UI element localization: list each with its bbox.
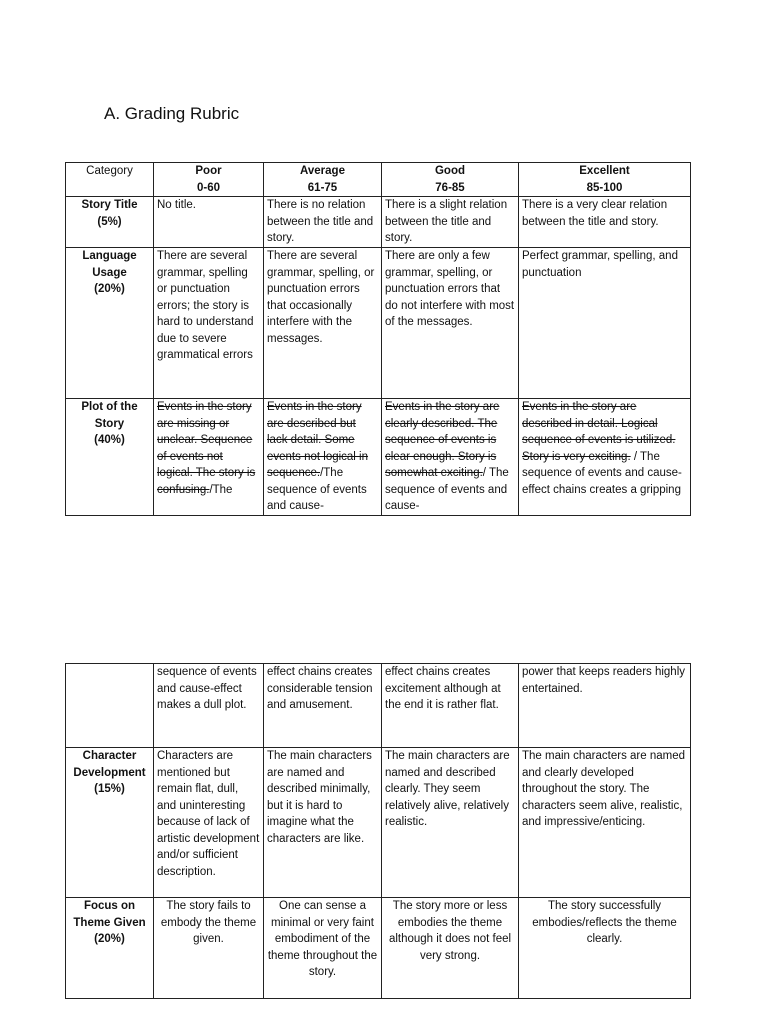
category-line: Focus on	[83, 900, 136, 912]
revision-text: / The sequence of events and cause-	[385, 467, 509, 512]
category-cell	[66, 664, 154, 748]
poor-cell: sequence of events and cause-effect makes a dull plot.	[154, 664, 264, 748]
category-line: Character	[82, 750, 137, 762]
header-row	[66, 163, 691, 197]
good-cell: effect chains creates excitement although at the end it is rather flat.	[382, 664, 519, 748]
header-poor-range: 0-60	[196, 181, 221, 194]
header-poor	[154, 163, 264, 197]
header-excellent	[519, 163, 691, 197]
average-cell: There is no relation between the title and story.	[264, 197, 382, 248]
header-poor-label: Poor	[195, 165, 222, 177]
header-excellent-range: 85-100	[586, 181, 623, 194]
excellent-cell: The story successfully embodies/reflects the theme clearly.	[519, 898, 691, 999]
average-cell: The main characters are named and described minimally, but it is hard to imagine what the characters are like.	[264, 748, 382, 898]
header-good-label: Good	[434, 165, 466, 177]
header-excellent-label: Excellent	[579, 165, 630, 177]
average-cell: effect chains creates considerable tension and amusement.	[264, 664, 382, 748]
table-row	[66, 748, 691, 898]
excellent-cell: power that keeps readers highly entertained.	[519, 664, 691, 748]
excellent-cell: The main characters are named and clearly developed throughout the story. The characters seem alive, realistic, and impressive/enticing.	[519, 748, 691, 898]
category-cell	[66, 399, 154, 516]
excellent-cell: Perfect grammar, spelling, and punctuation	[519, 248, 691, 399]
rubric-table-part-2	[65, 663, 691, 999]
table-row	[66, 664, 691, 748]
category-line: Theme Given	[73, 916, 146, 929]
category-cell	[66, 197, 154, 248]
excellent-cell: There is a very clear relation between the title and story.	[519, 197, 691, 248]
category-line: (15%)	[94, 783, 125, 795]
category-cell	[66, 748, 154, 898]
category-cell	[66, 898, 154, 999]
average-cell: One can sense a minimal or very faint embodiment of the theme throughout the story.	[264, 898, 382, 999]
category-line: (20%)	[94, 283, 125, 295]
good-cell: The story more or less embodies the theme although it does not feel very strong.	[382, 898, 519, 999]
header-average-range: 61-75	[307, 181, 338, 194]
header-average-label: Average	[300, 165, 345, 177]
rubric-table-part-1	[65, 162, 691, 516]
good-cell: There is a slight relation between the title and story.	[382, 197, 519, 248]
category-line: Usage	[92, 266, 127, 279]
category-line: Story Title	[81, 199, 138, 211]
good-cell: There are only a few grammar, spelling, or punctuation errors that do not interfere with most of the messages.	[382, 248, 519, 399]
poor-cell	[154, 399, 264, 516]
header-category-label: Category	[86, 165, 133, 177]
category-line: (40%)	[94, 434, 125, 446]
page-title: A. Grading Rubric	[104, 104, 240, 123]
table-row	[66, 399, 691, 516]
struck-text: Events in the story are missing or unclear. Sequence of events not logical. The story is confusing.	[157, 401, 256, 496]
table-row	[66, 898, 691, 999]
header-good-range: 76-85	[435, 181, 465, 194]
revision-text: / The sequence of events and cause-effect chains creates a gripping	[522, 450, 682, 496]
category-line: Story	[94, 417, 125, 430]
poor-cell: No title.	[154, 197, 264, 248]
category-line: Language	[82, 250, 137, 262]
poor-cell: Characters are mentioned but remain flat, dull, and uninteresting because of lack of artistic development and/or sufficient description.	[154, 748, 264, 898]
good-cell: The main characters are named and described clearly. They seem relatively alive, relatively realistic.	[382, 748, 519, 898]
table-row	[66, 248, 691, 399]
average-cell	[264, 399, 382, 516]
poor-cell: There are several grammar, spelling or punctuation errors; the story is hard to understand due to severe grammatical errors	[154, 248, 264, 399]
category-line: (5%)	[97, 215, 122, 228]
struck-text: Events in the story are described in detail. Logical sequence of events is utilized. Story is very exciting.	[522, 401, 676, 463]
category-line: (20%)	[94, 933, 125, 945]
poor-cell: The story fails to embody the theme given.	[154, 898, 264, 999]
header-category	[66, 163, 154, 197]
struck-text: Events in the story are clearly described. The sequence of events is clear enough. Story is somewhat exciting.	[385, 401, 500, 479]
excellent-cell	[519, 399, 691, 516]
header-average	[264, 163, 382, 197]
revision-text: /The sequence of events and cause-	[267, 467, 367, 512]
table-row	[66, 197, 691, 248]
good-cell	[382, 399, 519, 516]
category-line: Development	[73, 766, 146, 779]
average-cell: There are several grammar, spelling, or punctuation errors that occasionally interfere with the messages.	[264, 248, 382, 399]
struck-text: Events in the story are described but lack detail. Some events not logical in sequence.	[267, 401, 369, 479]
category-cell	[66, 248, 154, 399]
header-good	[382, 163, 519, 197]
revision-text: /The	[209, 483, 233, 496]
category-line: Plot of the	[81, 401, 138, 413]
